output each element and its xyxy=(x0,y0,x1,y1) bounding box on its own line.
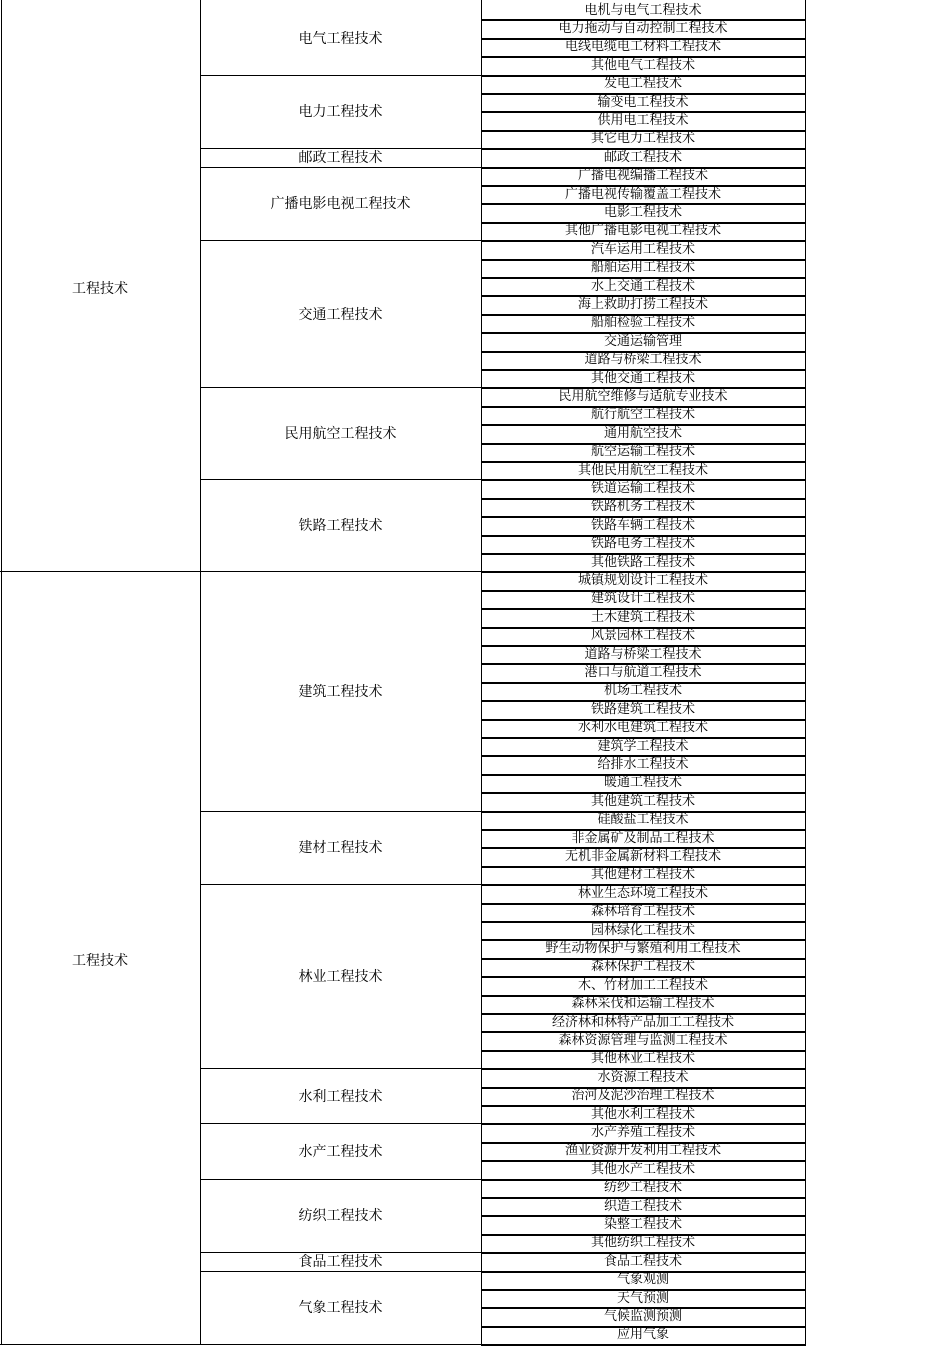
subcategory-cell: 道路与桥梁工程技术 xyxy=(584,352,702,368)
column-divider xyxy=(805,0,806,1345)
subcategory-cell: 无机非金属新材料工程技术 xyxy=(564,849,721,865)
group-name-cell: 林业工程技术 xyxy=(298,969,383,986)
subcategory-cell: 硅酸盐工程技术 xyxy=(597,812,689,828)
subcategory-cell: 林业生态环境工程技术 xyxy=(577,885,708,901)
group-name-cell: 邮政工程技术 xyxy=(298,150,383,167)
subcategory-cell: 风景园林工程技术 xyxy=(590,628,695,644)
subcategory-cell: 经济林和林特产品加工工程技术 xyxy=(551,1014,734,1030)
group-name-cell: 建筑工程技术 xyxy=(298,683,383,700)
subcategory-cell: 汽车运用工程技术 xyxy=(590,241,695,257)
subcategory-cell: 机场工程技术 xyxy=(603,683,682,699)
subcategory-cell: 其他交通工程技术 xyxy=(590,370,695,386)
subcategory-cell: 其他林业工程技术 xyxy=(590,1051,695,1067)
subcategory-cell: 其他广播电影电视工程技术 xyxy=(564,223,721,239)
subcategory-cell: 船舶运用工程技术 xyxy=(590,260,695,276)
group-name-cell: 民用航空工程技术 xyxy=(284,426,397,443)
subcategory-cell: 船舶检验工程技术 xyxy=(590,315,695,331)
subcategory-cell: 其他民用航空工程技术 xyxy=(577,462,708,478)
subcategory-cell: 电影工程技术 xyxy=(603,205,682,221)
subcategory-cell: 电力拖动与自动控制工程技术 xyxy=(558,21,728,37)
group-name-cell: 广播电影电视工程技术 xyxy=(270,196,411,213)
subcategory-cell: 水利水电建筑工程技术 xyxy=(577,720,708,736)
subcategory-cell: 天气预测 xyxy=(616,1290,669,1306)
subcategory-cell: 其他电气工程技术 xyxy=(590,57,695,73)
subcategory-cell: 道路与桥梁工程技术 xyxy=(584,646,702,662)
subcategory-cell: 森林培育工程技术 xyxy=(590,904,695,920)
group-name-cell: 食品工程技术 xyxy=(298,1254,383,1271)
subcategory-cell: 其它电力工程技术 xyxy=(590,131,695,147)
column-divider xyxy=(200,0,201,1345)
subcategory-cell: 供用电工程技术 xyxy=(597,113,689,129)
group-name-cell: 铁路工程技术 xyxy=(298,518,383,535)
group-name-cell: 水利工程技术 xyxy=(298,1088,383,1105)
subcategory-cell: 治河及泥沙治理工程技术 xyxy=(571,1088,715,1104)
subcategory-cell: 通用航空技术 xyxy=(603,425,682,441)
subcategory-cell: 其他建筑工程技术 xyxy=(590,793,695,809)
subcategory-cell: 发电工程技术 xyxy=(603,76,682,92)
subcategory-cell: 织造工程技术 xyxy=(603,1198,682,1214)
subcategory-cell: 广播电视传输覆盖工程技术 xyxy=(564,186,721,202)
subcategory-cell: 广播电视编播工程技术 xyxy=(577,168,708,184)
subcategory-cell: 铁路车辆工程技术 xyxy=(590,517,695,533)
subcategory-cell: 水资源工程技术 xyxy=(597,1069,689,1085)
subcategory-cell: 给排水工程技术 xyxy=(597,757,689,773)
group-name-cell: 纺织工程技术 xyxy=(298,1208,383,1225)
column-divider xyxy=(1,0,2,1345)
subcategory-cell: 气候监测预测 xyxy=(603,1309,682,1325)
subcategory-cell: 食品工程技术 xyxy=(603,1253,682,1269)
subcategory-cell: 邮政工程技术 xyxy=(603,149,682,165)
subcategory-cell: 海上救助打捞工程技术 xyxy=(577,297,708,313)
subcategory-cell: 水上交通工程技术 xyxy=(590,278,695,294)
subcategory-cell: 输变电工程技术 xyxy=(597,94,689,110)
subcategory-cell: 电机与电气工程技术 xyxy=(584,2,702,18)
subcategory-cell: 电线电缆电工材料工程技术 xyxy=(564,39,721,55)
subcategory-cell: 水产养殖工程技术 xyxy=(590,1125,695,1141)
subcategory-cell: 木、竹材加工工程技术 xyxy=(577,977,708,993)
column-divider xyxy=(481,0,482,1345)
subcategory-cell: 铁路电务工程技术 xyxy=(590,536,695,552)
subcategory-cell: 城镇规划设计工程技术 xyxy=(577,573,708,589)
subcategory-cell: 土木建筑工程技术 xyxy=(590,609,695,625)
subcategory-cell: 其他建材工程技术 xyxy=(590,867,695,883)
group-name-cell: 电气工程技术 xyxy=(298,30,383,47)
subcategory-cell: 建筑设计工程技术 xyxy=(590,591,695,607)
subcategory-cell: 港口与航道工程技术 xyxy=(584,665,702,681)
subcategory-cell: 气象观测 xyxy=(616,1272,669,1288)
group-name-cell: 水产工程技术 xyxy=(298,1143,383,1160)
subcategory-cell: 建筑学工程技术 xyxy=(597,738,689,754)
subcategory-cell: 铁路建筑工程技术 xyxy=(590,701,695,717)
category-name-cell: 工程技术 xyxy=(72,281,128,298)
subcategory-cell: 暖通工程技术 xyxy=(603,775,682,791)
subcategory-cell: 园林绿化工程技术 xyxy=(590,922,695,938)
subcategory-cell: 铁路机务工程技术 xyxy=(590,499,695,515)
subcategory-cell: 森林保护工程技术 xyxy=(590,959,695,975)
subcategory-cell: 森林资源管理与监测工程技术 xyxy=(558,1033,728,1049)
group-name-cell: 电力工程技术 xyxy=(298,104,383,121)
subcategory-cell: 非金属矿及制品工程技术 xyxy=(571,830,715,846)
category-name-cell: 工程技术 xyxy=(72,952,128,969)
subcategory-cell: 其他铁路工程技术 xyxy=(590,554,695,570)
group-name-cell: 建材工程技术 xyxy=(298,840,383,857)
subcategory-cell: 航行航空工程技术 xyxy=(590,407,695,423)
subcategory-cell: 航空运输工程技术 xyxy=(590,444,695,460)
subcategory-cell: 交通运输管理 xyxy=(603,333,682,349)
subcategory-cell: 其他纺织工程技术 xyxy=(590,1235,695,1251)
subcategory-cell: 野生动物保护与繁殖利用工程技术 xyxy=(545,941,741,957)
subcategory-cell: 其他水利工程技术 xyxy=(590,1106,695,1122)
subcategory-cell: 应用气象 xyxy=(616,1327,669,1343)
subcategory-cell: 纺纱工程技术 xyxy=(603,1180,682,1196)
subcategory-cell: 森林采伐和运输工程技术 xyxy=(571,996,715,1012)
subcategory-cell: 渔业资源开发利用工程技术 xyxy=(564,1143,721,1159)
group-name-cell: 交通工程技术 xyxy=(298,306,383,323)
row-divider xyxy=(0,571,200,572)
subcategory-cell: 民用航空维修与适航专业技术 xyxy=(558,389,728,405)
subcategory-cell: 染整工程技术 xyxy=(603,1217,682,1233)
subcategory-cell: 铁道运输工程技术 xyxy=(590,481,695,497)
subcategory-cell: 其他水产工程技术 xyxy=(590,1161,695,1177)
group-name-cell: 气象工程技术 xyxy=(298,1300,383,1317)
